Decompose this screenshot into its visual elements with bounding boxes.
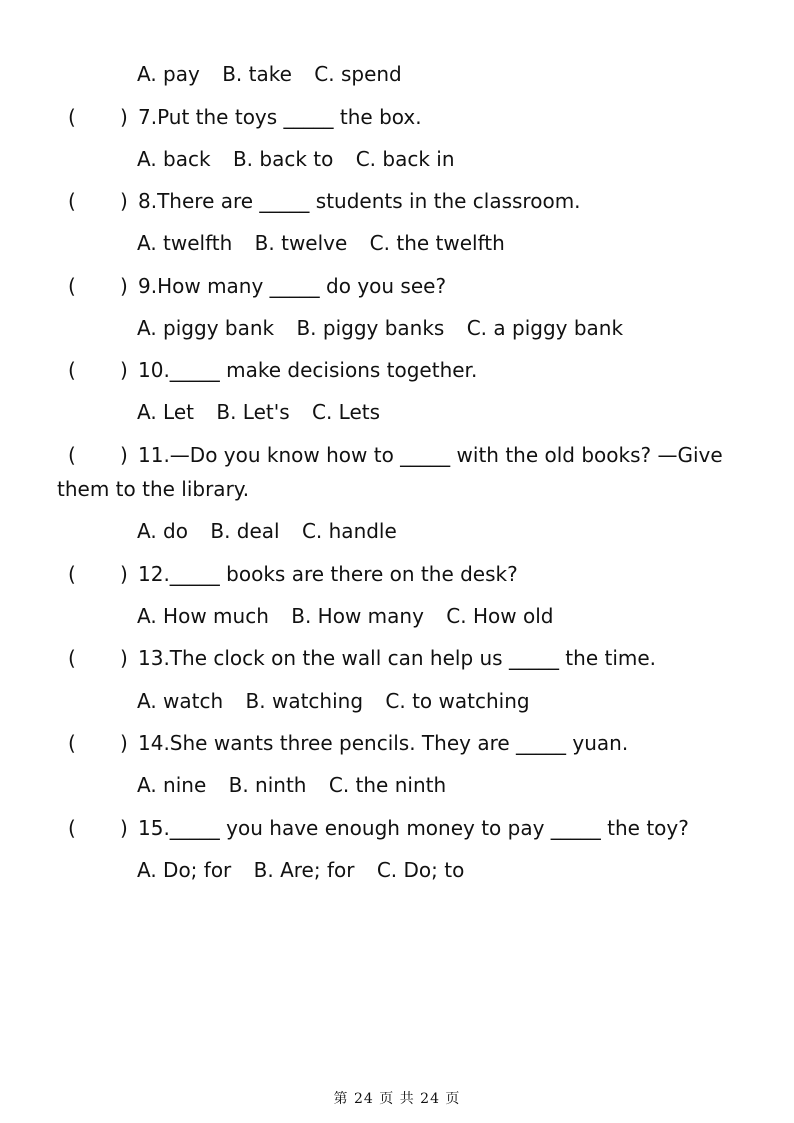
- question-stem: 7.Put the toys _____ the box.: [138, 105, 422, 129]
- options-row-11: [137, 519, 413, 543]
- question-stem: 12._____ books are there on the desk?: [138, 562, 518, 586]
- options-row-15: [137, 858, 480, 882]
- answer-bracket-open: (: [68, 731, 76, 755]
- option-c: C. handle: [301, 519, 397, 543]
- options-row-10: [137, 400, 396, 424]
- option-a: A. Let: [137, 400, 194, 424]
- answer-bracket-close: ): [120, 443, 128, 467]
- answer-bracket-open: (: [68, 816, 76, 840]
- question-15: [68, 816, 689, 840]
- question-stem: 15._____ you have enough money to pay _____ the toy?: [138, 816, 689, 840]
- option-b: B. Are; for: [253, 858, 355, 882]
- option-c: C. to watching: [385, 689, 530, 713]
- question-8: [68, 189, 581, 213]
- option-a: A. watch: [137, 689, 224, 713]
- option-a: A. piggy bank: [137, 316, 275, 340]
- option-c: C. a piggy bank: [466, 316, 624, 340]
- options-row-12: [137, 604, 569, 628]
- answer-bracket-close: ): [120, 189, 128, 213]
- options-row-7: [137, 147, 471, 171]
- question-10: [68, 358, 477, 382]
- option-a: A. nine: [137, 773, 207, 797]
- question-13: [68, 646, 656, 670]
- question-stem: 14.She wants three pencils. They are _____ yuan.: [138, 731, 629, 755]
- answer-bracket-close: ): [120, 274, 128, 298]
- option-a: A. back: [137, 147, 211, 171]
- answer-bracket-open: (: [68, 358, 76, 382]
- question-11-continuation: them to the library.: [57, 477, 250, 501]
- answer-bracket-close: ): [120, 358, 128, 382]
- option-c: C. back in: [355, 147, 455, 171]
- option-b: B. twelve: [254, 231, 348, 255]
- question-11: [68, 443, 723, 467]
- answer-bracket-open: (: [68, 274, 76, 298]
- option-a: A. pay: [137, 62, 200, 86]
- answer-bracket-open: (: [68, 105, 76, 129]
- question-12: [68, 562, 518, 586]
- option-c: C. Do; to: [376, 858, 465, 882]
- answer-bracket-open: (: [68, 562, 76, 586]
- question-9: [68, 274, 446, 298]
- option-b: B. watching: [245, 689, 364, 713]
- option-c: C. Lets: [312, 400, 381, 424]
- answer-bracket-open: (: [68, 189, 76, 213]
- option-a: A. twelfth: [137, 231, 233, 255]
- option-c: C. How old: [446, 604, 554, 628]
- options-row-14: [137, 773, 462, 797]
- option-b: B. take: [222, 62, 292, 86]
- options-row-13: [137, 689, 546, 713]
- option-c: C. the twelfth: [369, 231, 505, 255]
- question-stem: 13.The clock on the wall can help us _____ the time.: [138, 646, 657, 670]
- options-row-6: [137, 62, 418, 86]
- option-b: B. back to: [232, 147, 334, 171]
- answer-bracket-close: ): [120, 646, 128, 670]
- question-7: [68, 105, 422, 129]
- option-c: C. spend: [314, 62, 402, 86]
- answer-bracket-open: (: [68, 443, 76, 467]
- answer-bracket-close: ): [120, 562, 128, 586]
- option-b: B. How many: [291, 604, 424, 628]
- answer-bracket-close: ): [120, 105, 128, 129]
- option-b: B. ninth: [228, 773, 307, 797]
- answer-bracket-close: ): [120, 731, 128, 755]
- answer-bracket-open: (: [68, 646, 76, 670]
- question-stem: 11.—Do you know how to _____ with the old books? —Give: [138, 443, 723, 467]
- question-stem: 8.There are _____ students in the classroom.: [138, 189, 581, 213]
- question-stem: 9.How many _____ do you see?: [138, 274, 447, 298]
- question-stem: 10._____ make decisions together.: [138, 358, 478, 382]
- option-b: B. deal: [210, 519, 280, 543]
- question-14: [68, 731, 628, 755]
- options-row-9: [137, 316, 639, 340]
- option-c: C. the ninth: [328, 773, 447, 797]
- option-b: B. piggy banks: [296, 316, 445, 340]
- option-a: A. do: [137, 519, 188, 543]
- options-row-8: [137, 231, 521, 255]
- option-a: A. Do; for: [137, 858, 232, 882]
- answer-bracket-close: ): [120, 816, 128, 840]
- option-a: A. How much: [137, 604, 269, 628]
- option-b: B. Let's: [216, 400, 290, 424]
- page-footer: 第 24 页 共 24 页: [333, 1091, 461, 1107]
